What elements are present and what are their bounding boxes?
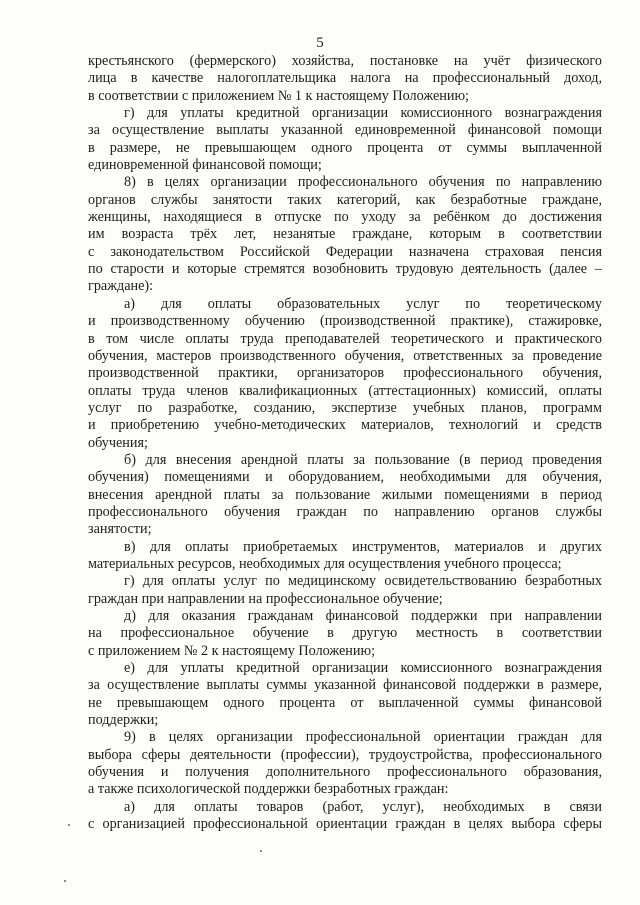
page-number: 5 [316, 35, 324, 51]
text-line: с организацией профессиональной ориентации граждан в целях выбора сферы [88, 816, 602, 833]
text-line: за осуществление выплаты суммы указанной финансовой поддержки в размере, [88, 677, 602, 694]
text-line: и производственному обучению (производственной практике), стажировке, [88, 313, 602, 330]
text-line: а) для оплаты образовательных услуг по теоретическому [124, 295, 602, 312]
text-line: не превышающем одного процента от выплаченной суммы финансовой [88, 694, 602, 711]
text-line: обучения) помещениями и оборудованием, необходимыми для обучения, [88, 469, 602, 486]
text-line: с законодательством Российской Федерации назначена страховая пенсия [88, 243, 602, 260]
text-line: в размере, не превышающем одного процента от суммы выплаченной [88, 139, 602, 156]
text-line: 8) в целях организации профессионального обучения по направлению [124, 174, 602, 191]
text-line: е) для уплаты кредитной организации комиссионного вознаграждения [124, 660, 602, 677]
text-line: внесения арендной платы за пользование жилыми помещениями в период [88, 486, 602, 503]
text-line: на профессиональное обучение в другую местность в соответствии [88, 625, 602, 642]
text-line: за осуществление выплаты указанной единовременной финансовой помощи [88, 122, 602, 139]
text-line: крестьянского (фермерского) хозяйства, постановке на учёт физического [88, 53, 602, 69]
text-line: г) для оплаты услуг по медицинскому освидетельствованию безработных [124, 573, 602, 590]
text-line: и приобретению учебно-методических материалов, технологий и средств [88, 417, 602, 434]
text-line: услуг по разработке, созданию, экспертизе учебных планов, программ [88, 399, 602, 416]
text-line: обучения и получения дополнительного профессионального образования, [88, 764, 602, 781]
text-line: а также психологической поддержки безработных граждан: [88, 781, 449, 798]
text-line: в) для оплаты приобретаемых инструментов, материалов и других [124, 538, 602, 555]
text-line: в соответствии с приложением № 1 к настоящему Положению; [88, 87, 469, 104]
text-line: обучения, мастеров производственного обучения, ответственных за проведение [88, 347, 602, 364]
text-line: с приложением № 2 к настоящему Положению; [88, 642, 376, 659]
text-line: женщины, находящиеся в отпуске по уходу за ребёнком до достижения [88, 209, 602, 226]
text-line: профессионального обучения граждан по направлению органов службы [88, 503, 602, 520]
text-line: поддержки; [88, 712, 159, 729]
text-line: граждан при направлении на профессиональное обучение; [88, 590, 443, 607]
text-line: им возраста трёх лет, незанятые граждане, которым в соответствии [88, 226, 602, 243]
text-line: лица в качестве налогоплательщика налога на профессиональный доход, [88, 70, 602, 87]
text-line: материальных ресурсов, необходимых для осуществления учебного процесса; [88, 555, 562, 572]
text-line: а) для оплаты товаров (работ, услуг), необходимых в связи [124, 798, 602, 815]
text-line: единовременной финансовой помощи; [88, 157, 322, 174]
text-line: г) для уплаты кредитной организации комиссионного вознаграждения [124, 105, 602, 122]
text-line: граждане): [88, 278, 154, 295]
text-line: д) для оказания гражданам финансовой поддержки при направлении [124, 608, 602, 624]
document-body [88, 53, 602, 833]
text-line: производственной практики, организаторов профессионального обучения, [88, 365, 602, 382]
text-line: органов службы занятости таких категорий, как безработные граждане, [88, 191, 602, 208]
text-line: оплаты труда членов квалификационных (аттестационных) комиссий, оплаты [88, 382, 602, 399]
text-line: 9) в целях организации профессиональной ориентации граждан для [124, 729, 602, 746]
text-line: в том числе оплаты труда преподавателей теоретического и практического [88, 330, 602, 347]
scan-speck [260, 850, 262, 852]
text-line: по старости и которые стремятся возобновить трудовую деятельность (далее – [88, 261, 602, 278]
text-line: выбора сферы деятельности (профессии), трудоустройства, профессионального [88, 746, 602, 763]
text-line: обучения; [88, 434, 148, 451]
text-line: б) для внесения арендной платы за пользование (в период проведения [124, 451, 602, 468]
text-line: занятости; [88, 521, 152, 538]
scan-speck [64, 880, 66, 882]
scan-speck [68, 824, 70, 826]
